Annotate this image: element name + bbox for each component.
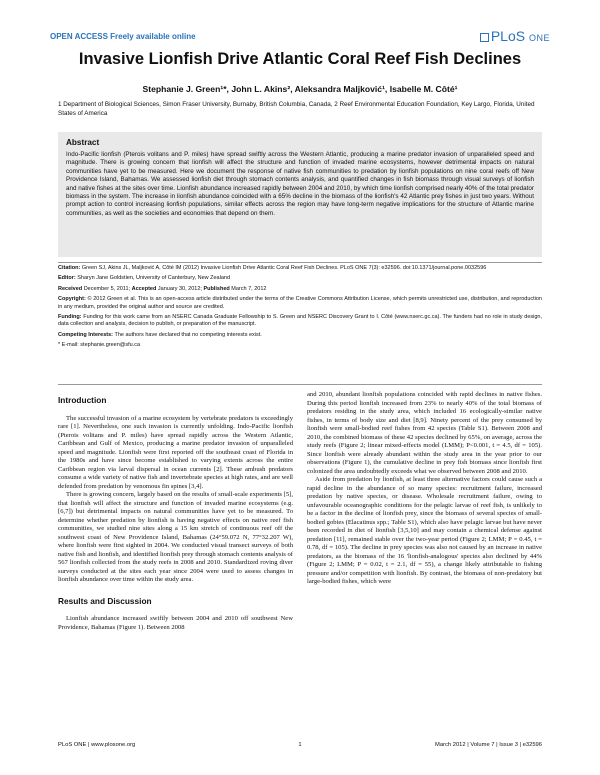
journal-header — [50, 30, 550, 48]
article-metadata — [58, 265, 542, 353]
results-paragraph: Lionfish abundance increased swiftly between 2004 and 2010 off southwest New Providence, Bahamas (Figure 1). Between 2008 — [58, 615, 293, 631]
published-date: March 7, 2012 — [231, 285, 267, 292]
right-column — [307, 391, 542, 587]
copyright-row — [58, 296, 542, 311]
copyright-text: © 2012 Green et al. This is an open-access article distributed under the terms of the Creative Commons Attribution License, which permits unrestricted use, distribution, and reproduction in any medium, provided the original author and source are credited. — [58, 296, 542, 310]
funding-row — [58, 314, 542, 329]
plos-one-logo — [480, 28, 550, 44]
results-heading: Results and Discussion — [58, 595, 152, 606]
abstract-heading: Abstract — [66, 138, 100, 147]
footer-issue: March 2012 | Volume 7 | Issue 3 | e32596 — [435, 742, 542, 748]
copyright-label: Copyright: — [58, 296, 86, 303]
abstract-box — [58, 132, 542, 257]
funding-text: Funding for this work came from an NSERC Canada Graduate Fellowship to S. Green and NSERC Discovery Grant to I. Côté (www.nserc.gc.ca). The funders had no role in study design, data collection and analysis, decision to publish, or preparation of the manuscript. — [58, 314, 542, 328]
accepted-date: January 30, 2012; — [157, 285, 202, 292]
received-date: December 5, 2011; — [83, 285, 131, 292]
editor-text: Sharyn Jane Goldstien, University of Canterbury, New Zealand — [77, 275, 231, 282]
introduction-heading: Introduction — [58, 395, 107, 405]
citation-label: Citation: — [58, 265, 81, 271]
results-paragraph: and 2010, abundant lionfish populations coincided with rapid declines in native fishes. During this period lionfish increased from 23% to nearly 40% of the total biomass of predators residing in the study area, which included 16 ecologically-similar native fishes, in terms of body size and diet [8,9]. Ninety percent of the prey consumed by lionfish were small-bodied reef fishes from 42 species (Table S1). Between 2008 and 2010, the combined biomass of these 42 species declined by 65%, on average, across the study reefs (Figure 2; linear mixed-effects model (LMM); P<0.001, t = 4.5, df = 105). Since lionfish were already abundant within the study area in the year prior to our observations (Figure 1), the cumulative decline in prey fish biomass since lionfish first colonized the area undoubtedly exceeds what we observed between 2008 and 2010. — [307, 391, 542, 475]
citation-row — [58, 265, 542, 272]
article-title: Invasive Lionfish Drive Atlantic Coral Reef Fish Declines — [78, 50, 522, 68]
open-access-text: OPEN ACCESS Freely available online — [50, 32, 196, 41]
editor-row — [58, 275, 542, 282]
competing-label: Competing Interests: — [58, 331, 114, 338]
dates-row — [58, 286, 542, 293]
divider — [58, 262, 542, 263]
competing-row — [58, 332, 542, 339]
intro-paragraph: The successful invasion of a marine ecosystem by vertebrate predators is exceedingly rare [1]. Nevertheless, one such invasion is currently unfolding. Indo-Pacific lionfish (Pterois volitans and P. miles) have spread rapidly across the Western Atlantic, Caribbean and Gulf of Mexico, producing a marine predator invasion of unparalleled speed and magnitude. Lionfish were first reported off the southeast coast of Florida in the 1980s and have since become established to varying extents across the entire Caribbean region via larval dispersal in ocean currents [2]. These ambush predators consume a wide variety of native fish and invertebrate species at high rates, and are well defended from predation by venomous fin spines [3,4]. — [58, 414, 293, 490]
logo-square-icon — [480, 33, 489, 42]
editor-label: Editor: — [58, 275, 76, 282]
divider — [58, 384, 542, 385]
abstract-text: Indo-Pacific lionfish (Pterois volitans and P. miles) have spread swiftly across the Western Atlantic, producing a marine predator invasion of unparalleled speed and magnitude. There is growing concern that lionfish will affect the structure and function of invaded marine ecosystems, however detrimental impacts on natural communities have yet to be measured. Here we document the response of native fish communities to predation by lionfish populations on nine coral reefs off New Providence Island, Bahamas. We assessed lionfish diet through stomach contents analysis, and quantified changes in fish biomass through visual surveys of lionfish and native fishes at the sites over time. Lionfish abundance increased rapidly between 2004 and 2010, by which time lionfish comprised nearly 40% of the total predator biomass in the system. The increase in lionfish abundance coincided with a 65% decline in the biomass of the lionfish's 42 Atlantic prey fishes in just two years. Without prompt action to control increasing lionfish populations, similar effects across the region may have long-term negative implications for the structure of Atlantic marine communities, as well as the societies and economies that depend on them. — [66, 151, 534, 217]
competing-text: The authors have declared that no competing interests exist. — [114, 331, 262, 338]
logo-one: ONE — [528, 33, 550, 43]
affiliations: 1 Department of Biological Sciences, Simon Fraser University, Burnaby, British Columbia, Canada, 2 Reef Environmental Education Foundation, Key Largo, Florida, United States of America — [58, 101, 535, 117]
funding-label: Funding: — [58, 314, 82, 321]
citation-text: Green SJ, Akins JL, Maljković A, Côté IM (2012) Invasive Lionfish Drive Atlantic Coral Reef Fish Declines. PLoS ONE 7(3): e32596. doi:10.1371/journal.pone.0032596 — [81, 265, 487, 271]
results-paragraph: Aside from predation by lionfish, at least three alternative factors could cause such a rapid decline in the abundance of so many species: recruitment failure, increased predation by native species, or disease. Wholesale recruitment failure, owing to unfavourable oceanographic conditions for the pelagic larvae of reef fish, is unlikely to be a factor in the decline of lionfish prey, since the biomass of several species of small-bodied gobies (Elacatinus spp.; Table S1), which also have pelagic larvae but have never been recorded in diet of lionfish [3,5,10] and may contain a chemical defense against predation [11], remained stable over the two-year period (Figure 2; LMM; P = 0.45, t = 0.78, df = 105). The decline in prey species was also not caused by an increase in native predators, as the biomass of the 16 'lionfish-analogous' species also declined by 44% (Figure 2; LMM; P = 0.02, t = 2.1, df = 55), a change likely attributable to fishing pressure and/or competition with lionfish. By contrast, the biomass of non-predatory but large-bodied fishes, which were — [307, 476, 542, 585]
open-access-label — [50, 32, 196, 41]
accepted-label: Accepted — [131, 285, 157, 292]
published-label: Published — [203, 285, 230, 292]
left-column — [58, 390, 293, 632]
received-label: Received — [58, 285, 83, 292]
intro-paragraph: There is growing concern, largely based on the results of small-scale experiments [5], that lionfish will affect the structure and function of invaded marine ecosystems (e.g. [6,7]) but detrimental impacts on natural communities have yet to be measured. To determine whether predation by lionfish is having negative effects on native reef fish communities, we studied nine sites along a 15 km stretch of continuous reef off the southwest coast of New Providence Island, Bahamas (24°59.072 N, 77°32.207 W), where lionfish were first sighted in 2004. We conducted visual transect surveys of both native fish and lionfish, and identified lionfish prey through stomach contents analysis of 567 lionfish collected from the study reefs in 2008 and 2010. Standardized roving diver surveys conducted at the sites each year since 2004 were used to assess changes in lionfish abundance over time within the study area. — [58, 491, 293, 583]
page-number: 1 — [298, 742, 302, 748]
footer-journal: PLoS ONE | www.plosone.org — [58, 742, 136, 748]
email-row: * E-mail: stephanie.green@sfu.ca — [58, 342, 141, 349]
author-list: Stephanie J. Green¹*, John L. Akins², Aleksandra Maljković¹, Isabelle M. Côté¹ — [142, 84, 458, 94]
logo-plos: PLoS — [490, 28, 526, 44]
